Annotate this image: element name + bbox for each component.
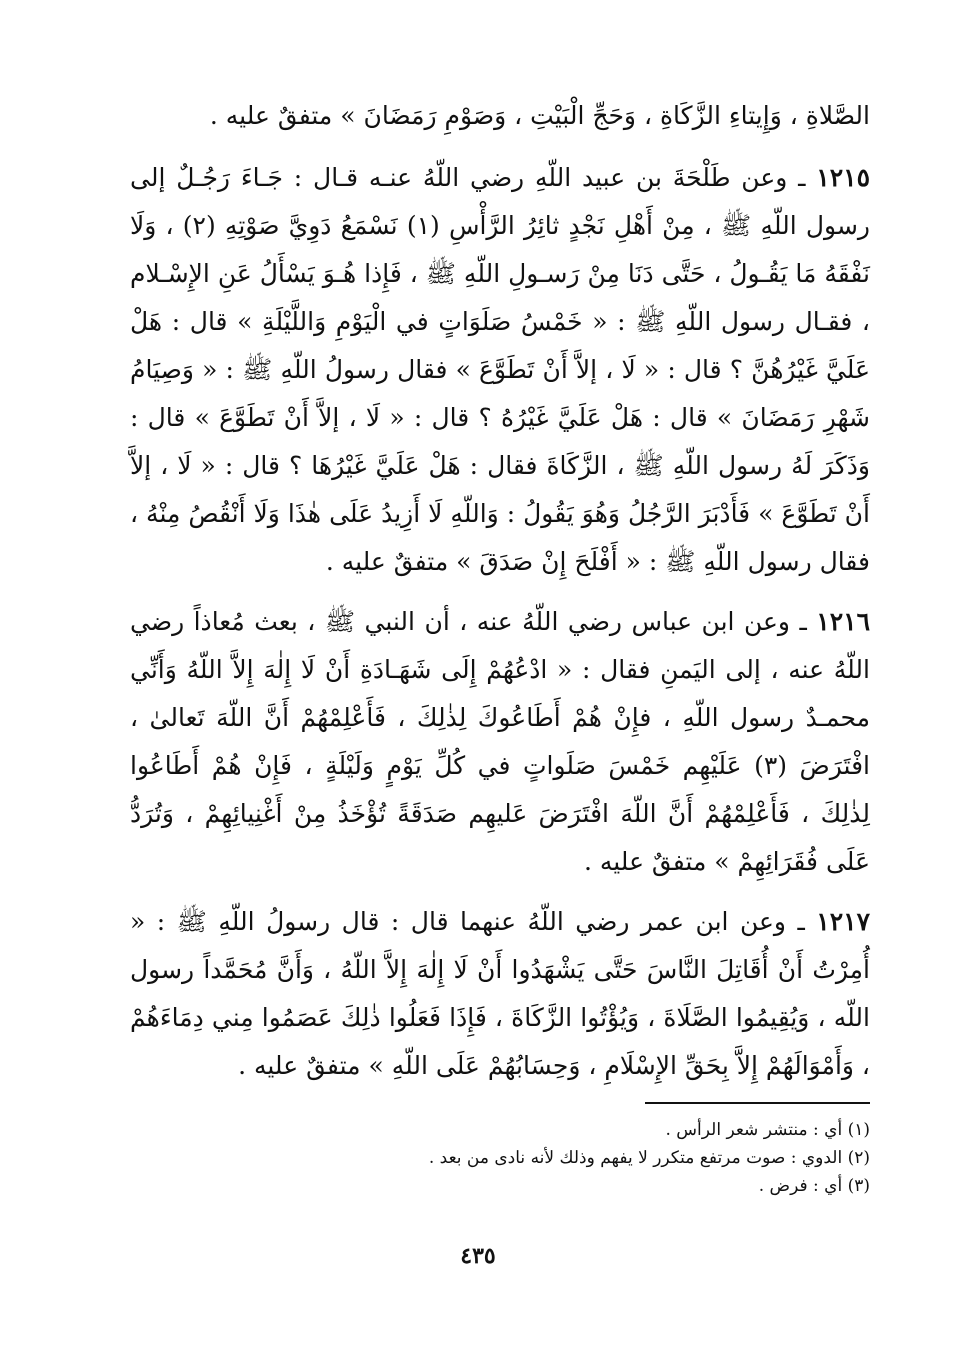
footnote-2: (٢) الدوي : صوت مرتفع متكرر لا يفهم وذلك لأنه نادى من بعد . xyxy=(428,1148,870,1168)
footnote-1: (١) أي : منتشر شعر الرأس . xyxy=(665,1120,870,1140)
paragraph-text: ـ وعن طَلْحَةَ بن عبيد اللّهِ رضي اللّهُ عنـه قـال : جَـاءَ رَجُـلٌ إلى رسول اللّهِ ﷺ ، مِنْ أَهْلِ نَجْدٍ ثائِرُ الرَّأْسِ (١) نَسْمَعُ دَوِيَّ صَوْتِهِ (٢) ، وَلَا نَفْقَهُ مَا يَقُـولُ ، حَتَّى دَنَا مِنْ رَسـولِ اللّهِ ﷺ ، فَإِذا هُـوَ يَسْأَلُ عَنِ الإِسْـلام ، فقـال رسول اللّهِ ﷺ : « خَمْسُ صَلَوَاتٍ في الْيَوْمِ وَاللَّيْلَةِ » قال : هَلْ عَلَيَّ غَيْرُهُنَّ ؟ قال : « لَا ، إلاَّ أَنْ تَطَوَّعَ » فقال رسولُ اللّهِ ﷺ : « وَصِيَامُ شَهْرِ رَمَضَانَ » قال : هَلْ عَلَيَّ غَيْرُهُ ؟ قال : « لَا ، إلاَّ أَنْ تَطَوَّعَ » قال : وَذَكَرَ لَهُ رسول اللّهِ ﷺ ، الزَّكَاةَ فقال : هَلْ عَلَيَّ غَيْرُهَا ؟ قال : « لَا ، إلاَّ أَنْ تَطَوَّعَ » فَأَدْبَرَ الرَّجُلُ وَهُوَ يَقُولُ : وَاللّهِ لَا أَزِيدُ عَلَى هٰذَا وَلَا أَنْقُصُ مِنْهُ ، فقال رسول اللّهِ ﷺ : « أَفْلَحَ إِنْ صَدَقَ » متفقٌ عليه . xyxy=(130,163,870,576)
footnote-divider xyxy=(645,1102,870,1104)
footnote-3: (٣) أي : فرض . xyxy=(758,1176,870,1196)
footnotes xyxy=(130,1102,870,1200)
paragraph-text: ـ وعن ابن عمر رضي اللّهُ عنهما قال : قال رسولُ اللّهِ ﷺ : « أُمِرْتُ أَنْ أُقَاتِلَ النَّاسَ حَتَّى يَشْهَدُوا أَنْ لَا إِلٰهَ إِلاَّ اللّهُ ، وَأَنَّ مُحَمَّداً رسول اللّه ، وَيُقِيمُوا الصَّلَاةَ ، وَيُؤْتُوا الزَّكَاةَ ، فَإِذَا فَعَلُوا ذٰلِكَ عَصَمُوا مِني دِمَاءَهُمْ ، وَأَمْوَالَهُمْ إِلاَّ بِحَقِّ الإِسْلَامِ ، وَحِسَابُهُمْ عَلَى اللّهِ » متفقٌ عليه . xyxy=(130,907,870,1080)
paragraph-text: ـ وعن ابن عباس رضي اللّهُ عنه ، أن النبي ﷺ ، بعث مُعاذاً رضي اللّهُ عنه ، إلى اليَمنِ فقال : « ادْعُهُمْ إِلَى شَهَـادَةِ أَنْ لَا إِلٰهَ إِلاَّ اللّهُ وَأَنِّي محمـدٌ رسول اللّهِ ، فإِنْ هُمْ أَطَاعُوكَ لِذٰلِكَ ، فَأَعْلِمْهُمْ أَنَّ اللّهَ تَعالىٰ ، افْتَرَضَ (٣) عَلَيْهِم خَمْسَ صَلَواتٍ في كُلِّ يَوْمٍ وَلَيْلَةٍ ، فَإِنْ هُمْ أَطَاعُوا لِذٰلِكَ ، فَأَعْلِمْهُمْ أَنَّ اللّهَ افْتَرَضَ عَليهِم صَدَقَةً تُؤْخَذُ مِنْ أَغْنِيائِهِمْ ، وَتُرَدُّ عَلَى فُقَرَائِهِمْ » متفقٌ عليه . xyxy=(130,607,870,876)
paragraph-continuation xyxy=(130,92,870,140)
hadith-1216 xyxy=(130,598,870,886)
paragraph-text: الصَّلاةِ ، وَإِيتاءِ الزَّكَاةِ ، وَحَجِّ الْبَيْتِ ، وَصَوْمِ رَمَضَانَ » متفقٌ عليه . xyxy=(209,101,870,130)
page-number: ٤٣٥ xyxy=(460,1243,496,1269)
hadith-number: ١٢١٧ xyxy=(816,907,870,936)
hadith-1215 xyxy=(130,154,870,586)
main-text xyxy=(130,92,870,1102)
hadith-number: ١٢١٥ xyxy=(816,163,870,192)
hadith-number: ١٢١٦ xyxy=(816,607,870,636)
hadith-1217 xyxy=(130,898,870,1090)
